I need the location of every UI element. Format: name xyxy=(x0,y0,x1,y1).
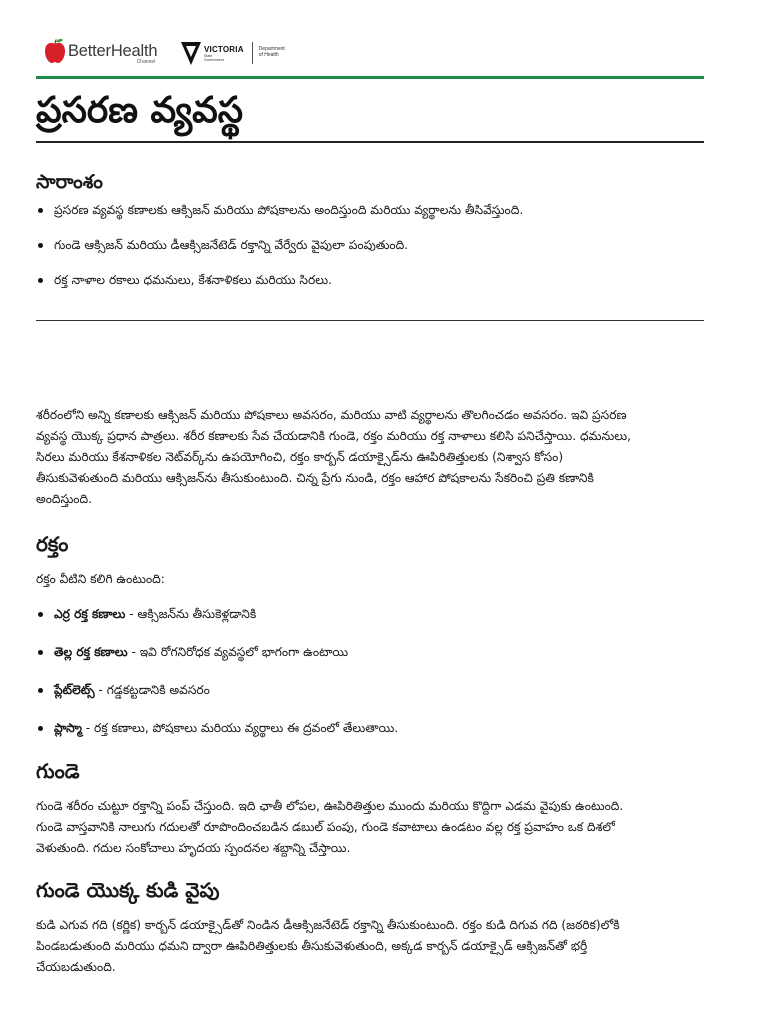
summary-item: రక్త నాళాల రకాలు ధమనులు, కేశనాళికలు మరియు సిరలు. xyxy=(36,270,696,290)
summary-divider xyxy=(36,320,704,321)
summary-heading: సారాంశం xyxy=(36,171,103,193)
blood-item-red-cells xyxy=(36,604,696,624)
summary-item: గుండె ఆక్సిజన్ మరియు డీఆక్సిజనేటెడ్ రక్తాన్ని వేర్వేరు వైపులా పంపుతుంది. xyxy=(36,235,696,255)
blood-item-term: ఎర్ర రక్త కణాలు xyxy=(54,607,126,621)
site-header xyxy=(36,36,704,76)
blood-item-term: ప్లాస్మా xyxy=(54,721,82,735)
intro-paragraph: శరీరంలోని అన్ని కణాలకు ఆక్సిజన్ మరియు పోషకాలు అవసరం, మరియు వాటి వ్యర్థాలను తొలగించడం అవసరం. ఇవి ప్రసరణ వ్యవస్థ యొక్క ప్రధాన పాత్రలు. శరీర కణాలకు సేవ చేయడానికి గుండె, రక్తం మరియు రక్త నాళాలు కలిసి పనిచేస్తాయి. ధమనులు, సిరలు మరియు కేశనాళికల నెట్‌వర్క్‌ను ఉపయోగించి, రక్తం కార్బన్ డయాక్సైడ్‌ను ఊపిరితిత్తులకు (నిశ్వాస కోసం) తీసుకువెళుతుంది మరియు ఆక్సిజన్‌ను తీసుకుంటుంది. చిన్న ప్రేగు నుండి, రక్తం ఆహార పోషకాలను సేకరించి ప్రతి కణానికి అందిస్తుంది. xyxy=(36,408,631,506)
blood-item-desc: - ఆక్సిజన్‌ను తీసుకెళ్లడానికి xyxy=(125,607,257,621)
better-health-channel: Channel xyxy=(136,58,156,65)
victoria-government-logo[interactable] xyxy=(180,40,285,66)
blood-item-desc: - ఇవి రోగనిరోధక వ్యవస్థలో భాగంగా ఉంటాయి xyxy=(127,645,349,659)
blood-item-white-cells xyxy=(36,642,696,662)
better-health-logo[interactable] xyxy=(44,38,157,68)
right-side-paragraph: కుడి ఎగువ గది (కర్ణిక) కార్బన్ డయాక్సైడ్‌తో నిండిన డీఆక్సిజనేటెడ్ రక్తాన్ని తీసుకుంటుంది. రక్తం కుడి దిగువ గది (జఠరిక)లోకి పిండబడుతుంది మరియు ధమని ద్వారా ఊపిరితిత్తులకు తీసుకువెళుతుంది, అక్కడ కార్బన్ డయాక్సైడ్ ఆక్సిజన్‌తో భర్తీ చేయబడుతుంది. xyxy=(36,918,620,974)
victoria-sub: State Government xyxy=(204,54,224,62)
blood-item-platelets xyxy=(36,680,696,700)
apple-icon xyxy=(44,38,66,64)
header-green-rule xyxy=(36,76,704,79)
summary-item: ప్రసరణ వ్యవస్థ కణాలకు ఆక్సిజన్ మరియు పోషకాలను అందిస్తుంది మరియు వ్యర్థాలను తీసివేస్తుంది. xyxy=(36,200,696,220)
victoria-triangle-icon xyxy=(180,40,202,66)
blood-item-desc: - గడ్డకట్టడానికి అవసరం xyxy=(94,683,210,697)
department-line-2: of Health xyxy=(258,52,279,58)
right-side-heading: గుండె యొక్క కుడి వైపు xyxy=(36,878,220,902)
department-of-health-label xyxy=(259,46,285,58)
blood-item-plasma xyxy=(36,718,696,738)
victoria-name: VICTORIA xyxy=(204,45,244,54)
blood-intro: రక్తం వీటిని కలిగి ఉంటుంది: xyxy=(36,572,165,586)
better-health-name: BetterHealth xyxy=(68,42,158,60)
title-divider xyxy=(36,141,704,143)
blood-item-term: తెల్ల రక్త కణాలు xyxy=(54,645,128,659)
blood-item-term: ప్లేట్‌లెట్స్ xyxy=(54,683,95,697)
heart-paragraph: గుండె శరీరం చుట్టూ రక్తాన్ని పంప్ చేస్తుంది. ఇది ఛాతీ లోపల, ఊపిరితిత్తుల ముందు మరియు కొద్దిగా ఎడమ వైపుకు ఉంటుంది. గుండె వాస్తవానికి నాలుగు గదులతో రూపొందించబడిన డబుల్ పంపు, గుండె కవాటాలు ఉండటం వల్ల రక్త ప్రవాహం ఒక దిశలో వెళుతుంది. గదుల సంకోచాలు హృదయ స్పందనల శబ్దాన్ని చేస్తాయి. xyxy=(36,799,624,855)
blood-heading: రక్తం xyxy=(36,532,69,556)
page-title: ప్రసరణ వ్యవస్థ xyxy=(36,90,244,131)
blood-item-desc: - రక్త కణాలు, పోషకాలు మరియు వ్యర్థాలు ఈ ద్రవంలో తేలుతాయి. xyxy=(81,721,399,735)
heart-heading: గుండె xyxy=(36,759,80,783)
department-line-1: Department xyxy=(258,46,285,52)
logo-divider xyxy=(252,42,253,64)
